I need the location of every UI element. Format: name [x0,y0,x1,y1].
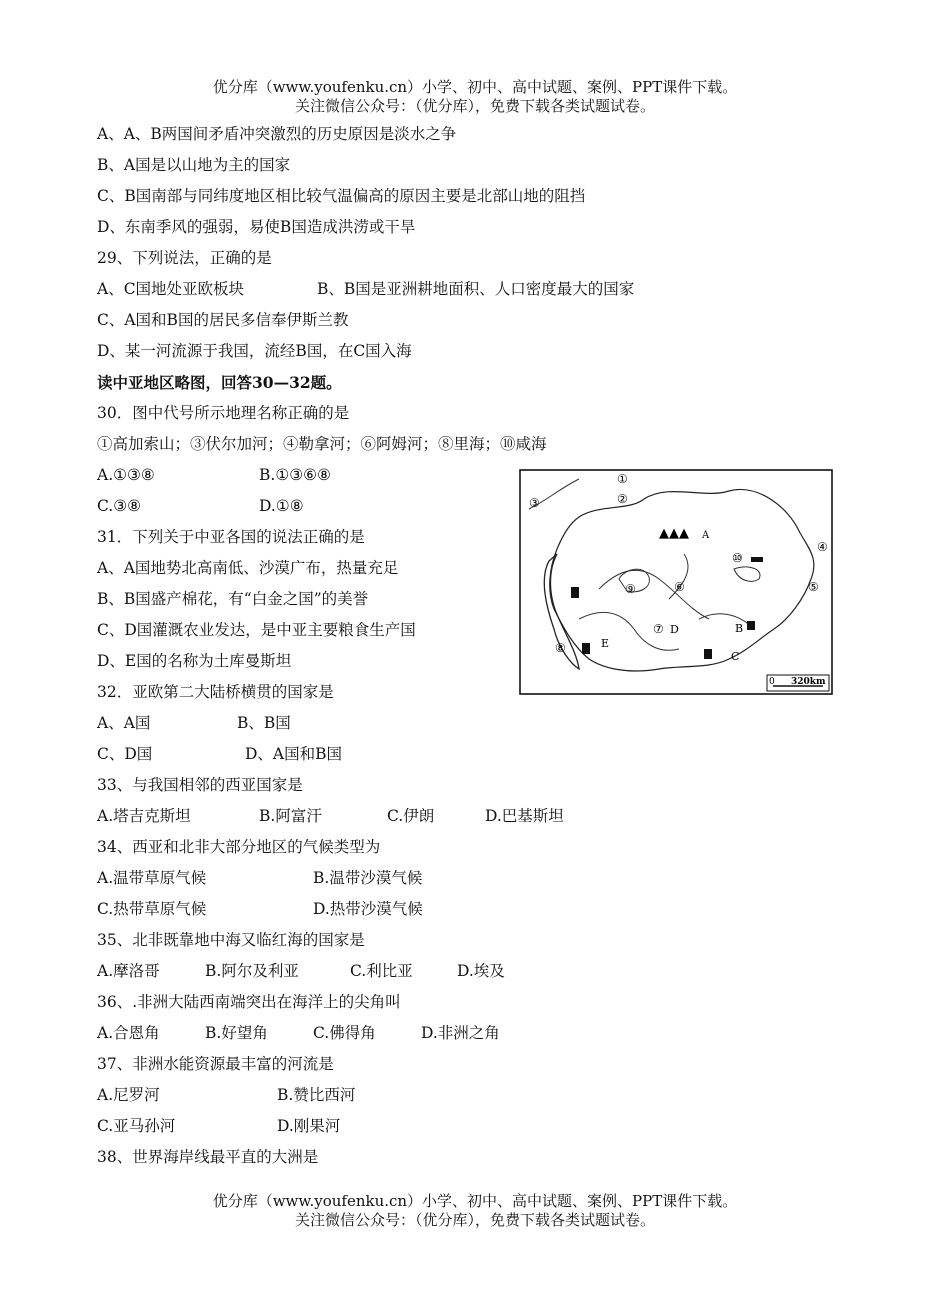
q31-option-b: B、B国盛产棉花，有“白金之国”的美誉 [97,590,369,608]
city-marker [747,621,755,630]
q32-options-ab [97,708,897,739]
q33-option-c: C.伊朗 [387,807,435,825]
q34-options-ab [97,863,897,894]
q36-option-a: A.合恩角 [97,1024,160,1042]
q33-option-b: B.阿富汗 [259,807,322,825]
q35-stem: 35、北非既靠地中海又临红海的国家是 [97,931,365,949]
country-c: C [731,650,740,663]
q32-option-d: D、A国和B国 [245,745,343,763]
q32-option-b: B、B国 [237,714,291,732]
q37-option-d: D.刚果河 [277,1117,341,1135]
q31-option-d: D、E国的名称为土库曼斯坦 [97,652,292,670]
q29-option-c: C、A国和B国的居民多信奉伊斯兰教 [97,311,349,329]
label-5: ⑤ [808,580,819,594]
q32-stem: 32．亚欧第二大陆桥横贯的国家是 [97,683,334,701]
q36-options [97,1018,897,1049]
q37-option-b: B.赞比西河 [277,1086,356,1104]
q35-option-a: A.摩洛哥 [97,962,160,980]
section-heading: 读中亚地区略图，回答30—32题。 [97,373,342,392]
label-7: ⑦ [653,622,664,636]
q29-option-b: B、B国是亚洲耕地面积、人口密度最大的国家 [317,280,635,298]
q33-option-d: D.巴基斯坦 [485,807,564,825]
q34-options-cd [97,894,897,925]
q28-option-d: D、东南季风的强弱，易使B国造成洪涝或干旱 [97,218,416,236]
q37-stem: 37、非洲水能资源最丰富的河流是 [97,1055,334,1073]
q30-option-c: C.③⑧ [97,497,142,515]
footer-line-2: 关注微信公众号：（优分库），免费下载各类试题试卷。 [294,1211,655,1229]
footer-line-1: 优分库（www.youfenku.cn）小学、初中、高中试题、案例、PPT课件下载。 [212,1192,738,1210]
label-4: ④ [817,540,828,554]
q35-option-c: C.利比亚 [350,962,413,980]
q29-stem: 29、下列说法，正确的是 [97,249,272,267]
city-marker [704,649,712,659]
q37-options-cd [97,1111,897,1142]
label-8: ⑧ [555,641,566,655]
q35-option-b: B.阿尔及利亚 [205,962,299,980]
q30-option-a: A.①③⑧ [97,466,155,484]
q32-option-c: C、D国 [97,745,153,763]
q29-option-a: A、C国地处亚欧板块 [97,280,245,298]
q36-stem: 36、.非洲大陆西南端突出在海洋上的尖角叫 [97,993,401,1011]
country-e: E [601,637,610,650]
city-marker [571,587,579,598]
central-asia-map [519,469,833,695]
page-footer [0,1192,950,1230]
q37-option-a: A.尼罗河 [97,1086,160,1104]
q31-option-c: C、D国灌溉农业发达，是中亚主要粮食生产国 [97,621,416,639]
q32-options-cd [97,739,897,770]
header-line-1: 优分库（www.youfenku.cn）小学、初中、高中试题、案例、PPT课件下载。 [212,78,738,96]
q35-options [97,956,897,987]
q34-option-d: D.热带沙漠气候 [313,900,423,918]
country-b: B [735,622,744,635]
mountain-symbol: ▲▲▲ [659,526,689,541]
q34-option-a: A.温带草原气候 [97,869,207,887]
q31-stem: 31．下列关于中亚各国的说法正确的是 [97,528,365,546]
city-marker [751,557,763,562]
q37-option-c: C.亚马孙河 [97,1117,176,1135]
q28-option-a: A、A、B两国间矛盾冲突激烈的历史原因是淡水之争 [97,125,457,143]
q35-option-d: D.埃及 [457,962,505,980]
city-marker [582,643,590,654]
header-line-2: 关注微信公众号：（优分库），免费下载各类试题试卷。 [294,97,655,115]
country-d: D [670,623,679,636]
q28-option-c: C、B国南部与同纬度地区相比较气温偏高的原因主要是北部山地的阻挡 [97,187,586,205]
q30-names: ①高加索山；③伏尔加河；④勒拿河；⑥阿姆河；⑧里海；⑩咸海 [97,435,547,453]
label-6: ⑥ [674,580,685,594]
label-1-top: ① [617,472,628,486]
q37-options-ab [97,1080,897,1111]
q28-option-b: B、A国是以山地为主的国家 [97,156,291,174]
q33-option-a: A.塔吉克斯坦 [97,807,191,825]
q34-option-c: C.热带草原气候 [97,900,207,918]
q36-option-b: B.好望角 [205,1024,268,1042]
q32-option-a: A、A国 [97,714,151,732]
q31-option-a: A、A国地势北高南低、沙漠广布，热量充足 [97,559,399,577]
q30-stem: 30．图中代号所示地理名称正确的是 [97,404,350,422]
q30-option-d: D.①⑧ [259,497,304,515]
country-a: A [702,530,710,541]
q29-option-d: D、某一河流源于我国，流经B国，在C国入海 [97,342,412,360]
q36-option-c: C.佛得角 [313,1024,376,1042]
scale-zero: 0 [769,677,775,687]
q30-option-b: B.①③⑥⑧ [259,466,331,484]
label-2: ② [617,492,628,506]
label-9: ⑨ [625,582,636,596]
label-3: ③ [529,496,540,510]
q33-stem: 33、与我国相邻的西亚国家是 [97,776,303,794]
q34-stem: 34、西亚和北非大部分地区的气候类型为 [97,838,381,856]
q33-options [97,801,897,832]
q38-stem: 38、世界海岸线最平直的大洲是 [97,1148,319,1166]
q36-option-d: D.非洲之角 [421,1024,500,1042]
q34-option-b: B.温带沙漠气候 [313,869,423,887]
page-header [0,78,950,116]
q29-options-ab [97,274,897,305]
scale-label: 320km [791,677,826,687]
label-10: ⑩ [732,551,743,565]
